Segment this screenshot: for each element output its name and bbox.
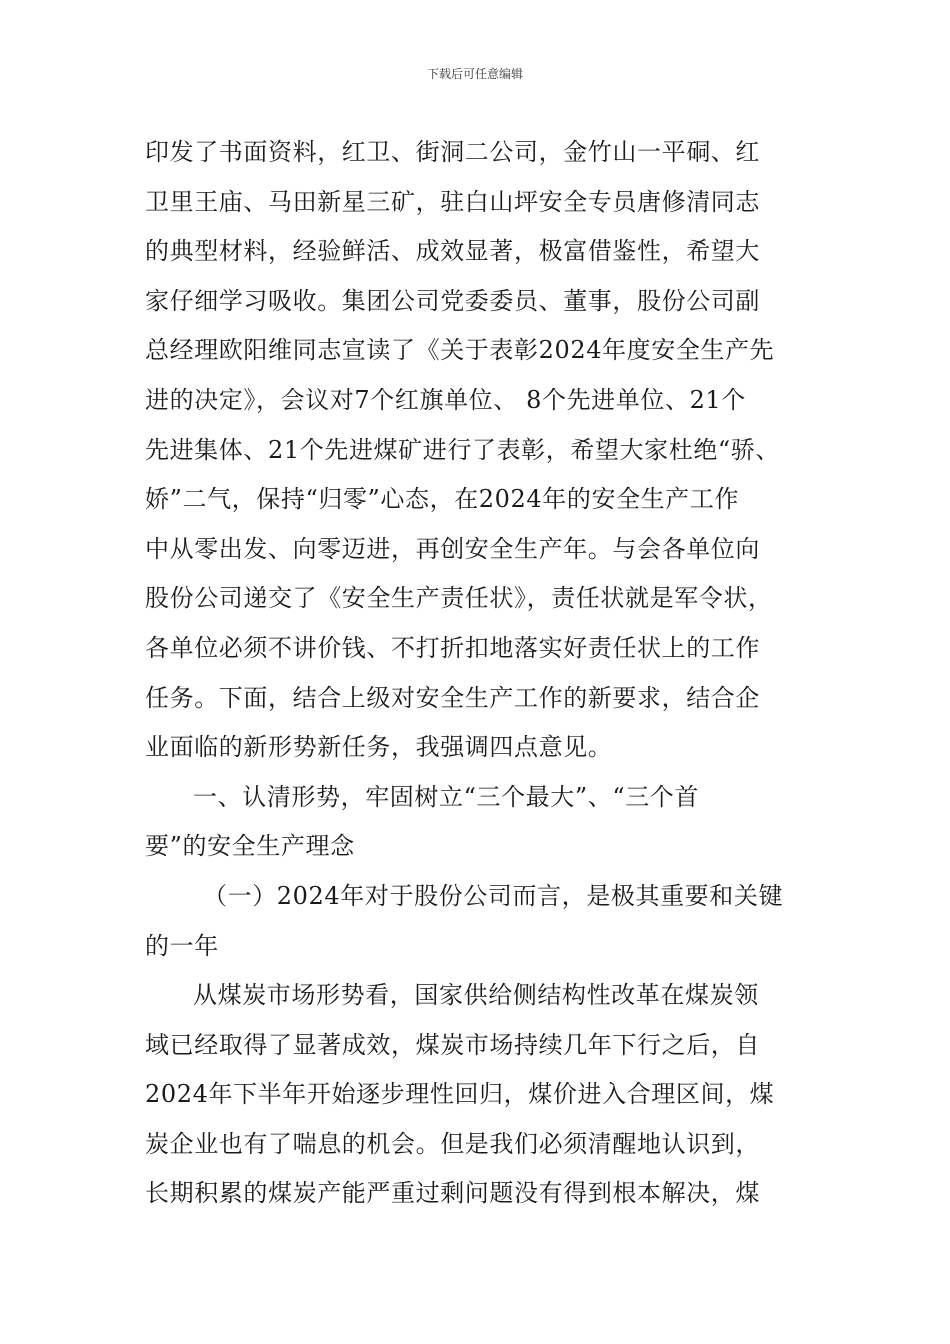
text-line: 长期积累的煤炭产能严重过剩问题没有得到根本解决，煤 [145, 1179, 760, 1208]
subsection-heading: （一）2024年对于股份公司而言，是极其重要和关键 [203, 881, 784, 910]
text-line: 娇”二气，保持“归零”心态，在2024年的安全生产工作 [145, 485, 740, 514]
text-line: 的典型材料，经验鲜活、成效显著，极富借鉴性，希望大 [145, 237, 760, 266]
text-line: 股份公司递交了《安全生产责任状》，责任状就是军令状， [145, 584, 773, 613]
page-header: 下载后可任意编辑 [426, 67, 523, 81]
subsection-heading-continued: 的一年 [145, 931, 219, 960]
document-body [145, 128, 815, 1219]
section-heading: 一、认清形势，牢固树立“三个最大”、“三个首 [193, 782, 700, 811]
text-line: 中从零出发、向零迈进，再创安全生产年。与会各单位向 [145, 534, 760, 563]
text-line: 2024年下半年开始逐步理性回归，煤价进入合理区间，煤 [145, 1080, 775, 1109]
text-line: 各单位必须不讲价钱、不打折扣地落实好责任状上的工作 [145, 633, 760, 662]
text-line: 总经理欧阳维同志宣读了《关于表彰2024年度安全生产先 [145, 336, 775, 365]
text-line: 炭企业也有了喘息的机会。但是我们必须清醒地认识到， [145, 1129, 760, 1158]
text-line: 先进集体、21个先进煤矿进行了表彰，希望大家杜绝“骄、 [145, 435, 781, 464]
text-line: 业面临的新形势新任务，我强调四点意见。 [145, 733, 613, 762]
text-line: 家仔细学习吸收。集团公司党委委员、董事，股份公司副 [145, 286, 760, 315]
section-heading-continued: 要”的安全生产理念 [145, 832, 355, 861]
text-line: 印发了书面资料，红卫、街洞二公司，金竹山一平硐、红 [145, 138, 760, 166]
text-line: 卫里王庙、马田新星三矿，驻白山坪安全专员唐修清同志 [145, 187, 760, 216]
text-line: 进的决定》，会议对7个红旗单位、 8个先进单位、21个 [145, 385, 746, 414]
text-line: 任务。下面，结合上级对安全生产工作的新要求，结合企 [145, 683, 760, 712]
paragraph-start: 从煤炭市场形势看，国家供给侧结构性改革在煤炭领 [193, 981, 759, 1010]
text-line: 域已经取得了显著成效，煤炭市场持续几年下行之后，自 [145, 1030, 760, 1059]
